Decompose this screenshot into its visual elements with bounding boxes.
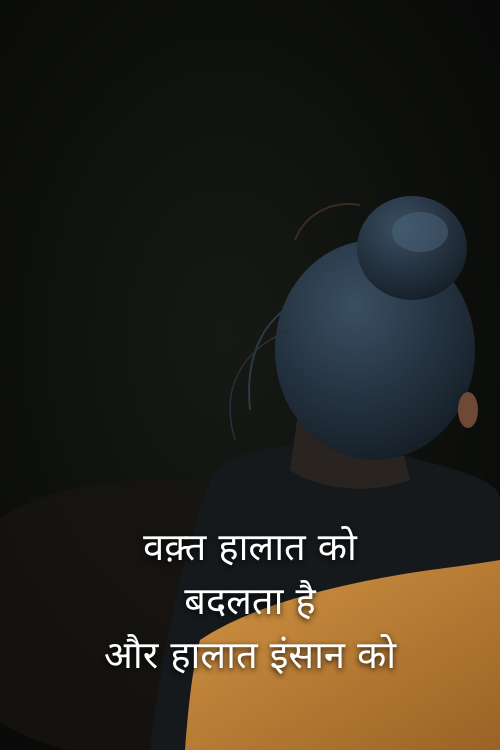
- quote-text: [0, 520, 500, 682]
- quote-line-3: और हालात इंसान को: [103, 633, 397, 677]
- quote-line-2: बदलता है: [184, 579, 316, 623]
- quote-line-1: वक़्त हालात को: [143, 525, 357, 569]
